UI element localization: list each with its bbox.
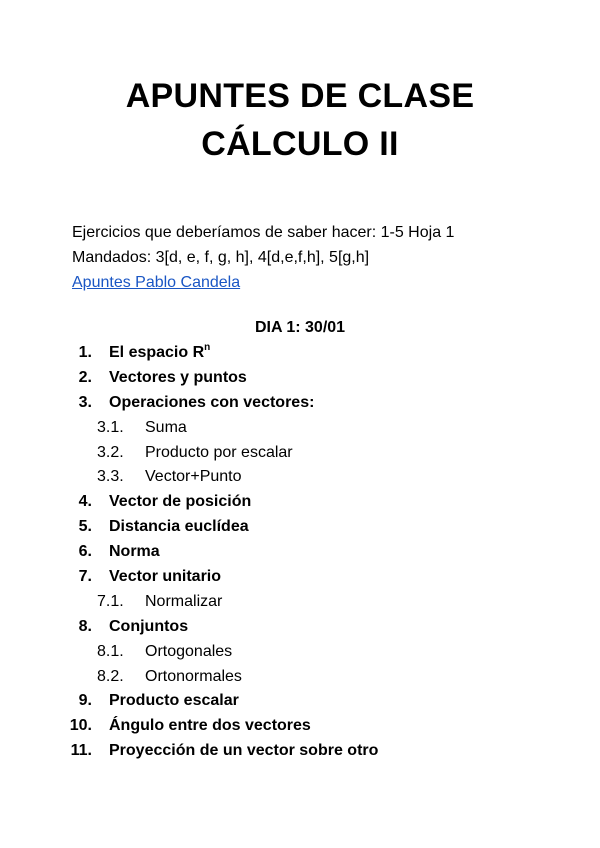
list-item-number: 8. — [78, 618, 92, 635]
list-item-text: Vector de posición — [109, 493, 252, 510]
list-item-text: Producto escalar — [109, 692, 239, 709]
list-item-label: El espacio R — [109, 344, 205, 361]
list-item-text: Norma — [109, 543, 160, 560]
day-heading: DIA 1: 30/01 — [254, 319, 346, 336]
list-item-text: Vectores y puntos — [109, 369, 247, 386]
list-item-number: 9. — [78, 692, 92, 709]
list-item-number: 1. — [78, 344, 92, 361]
title-line-2: CÁLCULO II — [201, 125, 399, 163]
list-item-number: 5. — [78, 518, 92, 535]
exercises-note: Ejercicios que deberíamos de saber hacer: 1-5 Hoja 1 — [72, 224, 455, 241]
title-line-1: APUNTES DE CLASE — [125, 77, 475, 115]
sub-list-item-text: Normalizar — [145, 593, 223, 610]
sub-list-item-text: Ortonormales — [145, 668, 242, 685]
sub-list-item-number: 3.1. — [97, 419, 124, 436]
sub-list-item-number: 7.1. — [97, 593, 124, 610]
list-item-text: Conjuntos — [109, 618, 189, 635]
sub-list-item-number: 3.3. — [97, 468, 124, 485]
list-item-number: 3. — [78, 394, 92, 411]
list-item-number: 7. — [78, 568, 92, 585]
list-item-text: Vector unitario — [109, 568, 222, 585]
list-item-text: Proyección de un vector sobre otro — [109, 742, 379, 759]
sub-list-item-text: Suma — [145, 419, 187, 436]
list-item-number: 6. — [78, 543, 92, 560]
list-item-number: 2. — [78, 369, 92, 386]
superscript-n: n — [204, 342, 211, 353]
sub-list-item-text: Vector+Punto — [145, 468, 242, 485]
sub-list-item-number: 8.2. — [97, 668, 124, 685]
notes-link-line — [72, 273, 240, 293]
list-item-text: Ángulo entre dos vectores — [109, 717, 311, 734]
sub-list-item-text: Ortogonales — [145, 643, 233, 660]
sub-list-item-number: 3.2. — [97, 444, 124, 461]
list-item-number: 4. — [78, 493, 92, 510]
notes-link[interactable]: Apuntes Pablo Candela — [72, 274, 241, 291]
list-item-text: Operaciones con vectores: — [109, 394, 315, 411]
list-item-number: 10. — [69, 717, 92, 734]
list-item-number: 11. — [70, 742, 92, 759]
list-item-text — [109, 343, 210, 363]
list-item-text: Distancia euclídea — [109, 518, 249, 535]
sub-list-item-number: 8.1. — [97, 643, 124, 660]
assigned-note: Mandados: 3[d, e, f, g, h], 4[d,e,f,h], 5[g,h] — [72, 249, 370, 266]
sub-list-item-text: Producto por escalar — [145, 444, 293, 461]
